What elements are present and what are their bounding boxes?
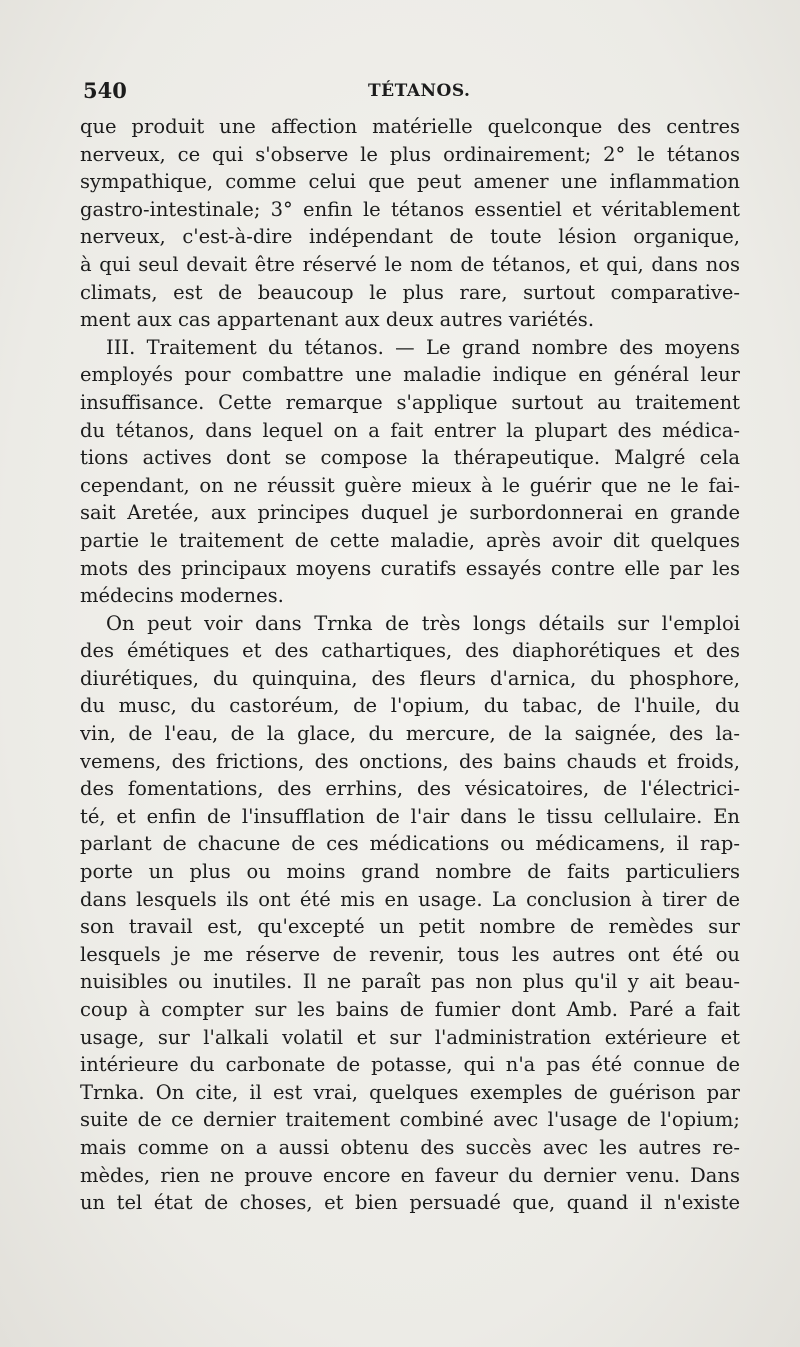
text-line: du tétanos, dans lequel on a fait entrer la plupart des médica- bbox=[80, 418, 740, 442]
text-line: tions actives dont se compose la thérapeutique. Malgré cela bbox=[80, 446, 740, 470]
running-title: TÉTANOS. bbox=[368, 81, 471, 101]
text-line: que produit une affection matérielle quelconque des centres bbox=[80, 115, 740, 138]
text-line: employés pour combattre une maladie indique en général leur bbox=[80, 363, 740, 387]
text-line: ment aux cas appartenant aux deux autres variétés. bbox=[80, 308, 595, 332]
text-line: mots des principaux moyens curatifs essayés contre elle par les bbox=[80, 556, 740, 580]
text-line: dans lesquels ils ont été mis en usage. La conclusion à tirer de bbox=[80, 887, 740, 911]
text-line: insuffisance. Cette remarque s'applique surtout au traitement bbox=[80, 390, 740, 414]
text-line: médecins modernes. bbox=[80, 584, 284, 608]
text-line: diurétiques, du quinquina, des fleurs d'arnica, du phosphore, bbox=[80, 666, 740, 690]
text-line: des fomentations, des errhins, des vésicatoires, de l'électrici- bbox=[80, 777, 740, 801]
text-line: climats, est de beaucoup le plus rare, surtout comparative- bbox=[80, 280, 740, 304]
text-line: mais comme on a aussi obtenu des succès avec les autres re- bbox=[80, 1135, 740, 1159]
text-line: III. Traitement du tétanos. — Le grand nombre des moyens bbox=[106, 335, 740, 359]
text-line: vin, de l'eau, de la glace, du mercure, de la saignée, des la- bbox=[80, 722, 740, 746]
text-line: cependant, on ne réussit guère mieux à le guérir que ne le fai- bbox=[80, 473, 740, 497]
text-line: partie le traitement de cette maladie, après avoir dit quelques bbox=[80, 528, 740, 552]
text-line: un tel état de choses, et bien persuadé que, quand il n'existe bbox=[80, 1191, 740, 1215]
text-line: du musc, du castoréum, de l'opium, du tabac, de l'huile, du bbox=[80, 694, 740, 718]
text-line: parlant de chacune de ces médications ou médicamens, il rap- bbox=[80, 832, 740, 856]
text-line: On peut voir dans Trnka de très longs détails sur l'emploi bbox=[106, 611, 740, 635]
page-header bbox=[83, 78, 738, 104]
text-line: mèdes, rien ne prouve encore en faveur du dernier venu. Dans bbox=[80, 1163, 740, 1187]
text-line: des émétiques et des cathartiques, des diaphorétiques et des bbox=[80, 639, 740, 663]
text-line: suite de ce dernier traitement combiné avec l'usage de l'opium; bbox=[80, 1108, 740, 1132]
text-line: usage, sur l'alkali volatil et sur l'administration extérieure et bbox=[80, 1025, 740, 1049]
text-line: coup à compter sur les bains de fumier dont Amb. Paré a fait bbox=[80, 998, 740, 1021]
text-line: à qui seul devait être réservé le nom de tétanos, et qui, dans nos bbox=[80, 252, 740, 276]
body-text bbox=[80, 113, 740, 1217]
text-line: sait Aretée, aux principes duquel je surbordonnerai en grande bbox=[80, 501, 740, 525]
text-line: son travail est, qu'excepté un petit nombre de remèdes sur bbox=[80, 915, 740, 939]
text-line: vemens, des frictions, des onctions, des bains chauds et froids, bbox=[80, 749, 740, 773]
text-line: té, et enfin de l'insufflation de l'air dans le tissu cellulaire. En bbox=[80, 804, 740, 828]
text-line: sympathique, comme celui que peut amener une inflammation bbox=[80, 170, 740, 194]
text-line: intérieure du carbonate de potasse, qui n'a pas été connue de bbox=[80, 1053, 740, 1077]
text-line: Trnka. On cite, il est vrai, quelques exemples de guérison par bbox=[80, 1080, 740, 1104]
text-line: gastro-intestinale; 3° enfin le tétanos essentiel et véritablement bbox=[80, 197, 740, 221]
text-line: lesquels je me réserve de revenir, tous les autres ont été ou bbox=[80, 942, 740, 966]
text-line: nerveux, c'est-à-dire indépendant de toute lésion organique, bbox=[80, 225, 740, 249]
text-line: nuisibles ou inutiles. Il ne paraît pas non plus qu'il y ait beau- bbox=[80, 970, 740, 994]
page-number: 540 bbox=[83, 78, 127, 103]
text-line: porte un plus ou moins grand nombre de faits particuliers bbox=[80, 860, 740, 884]
text-line: nerveux, ce qui s'observe le plus ordinairement; 2° le tétanos bbox=[80, 142, 740, 166]
